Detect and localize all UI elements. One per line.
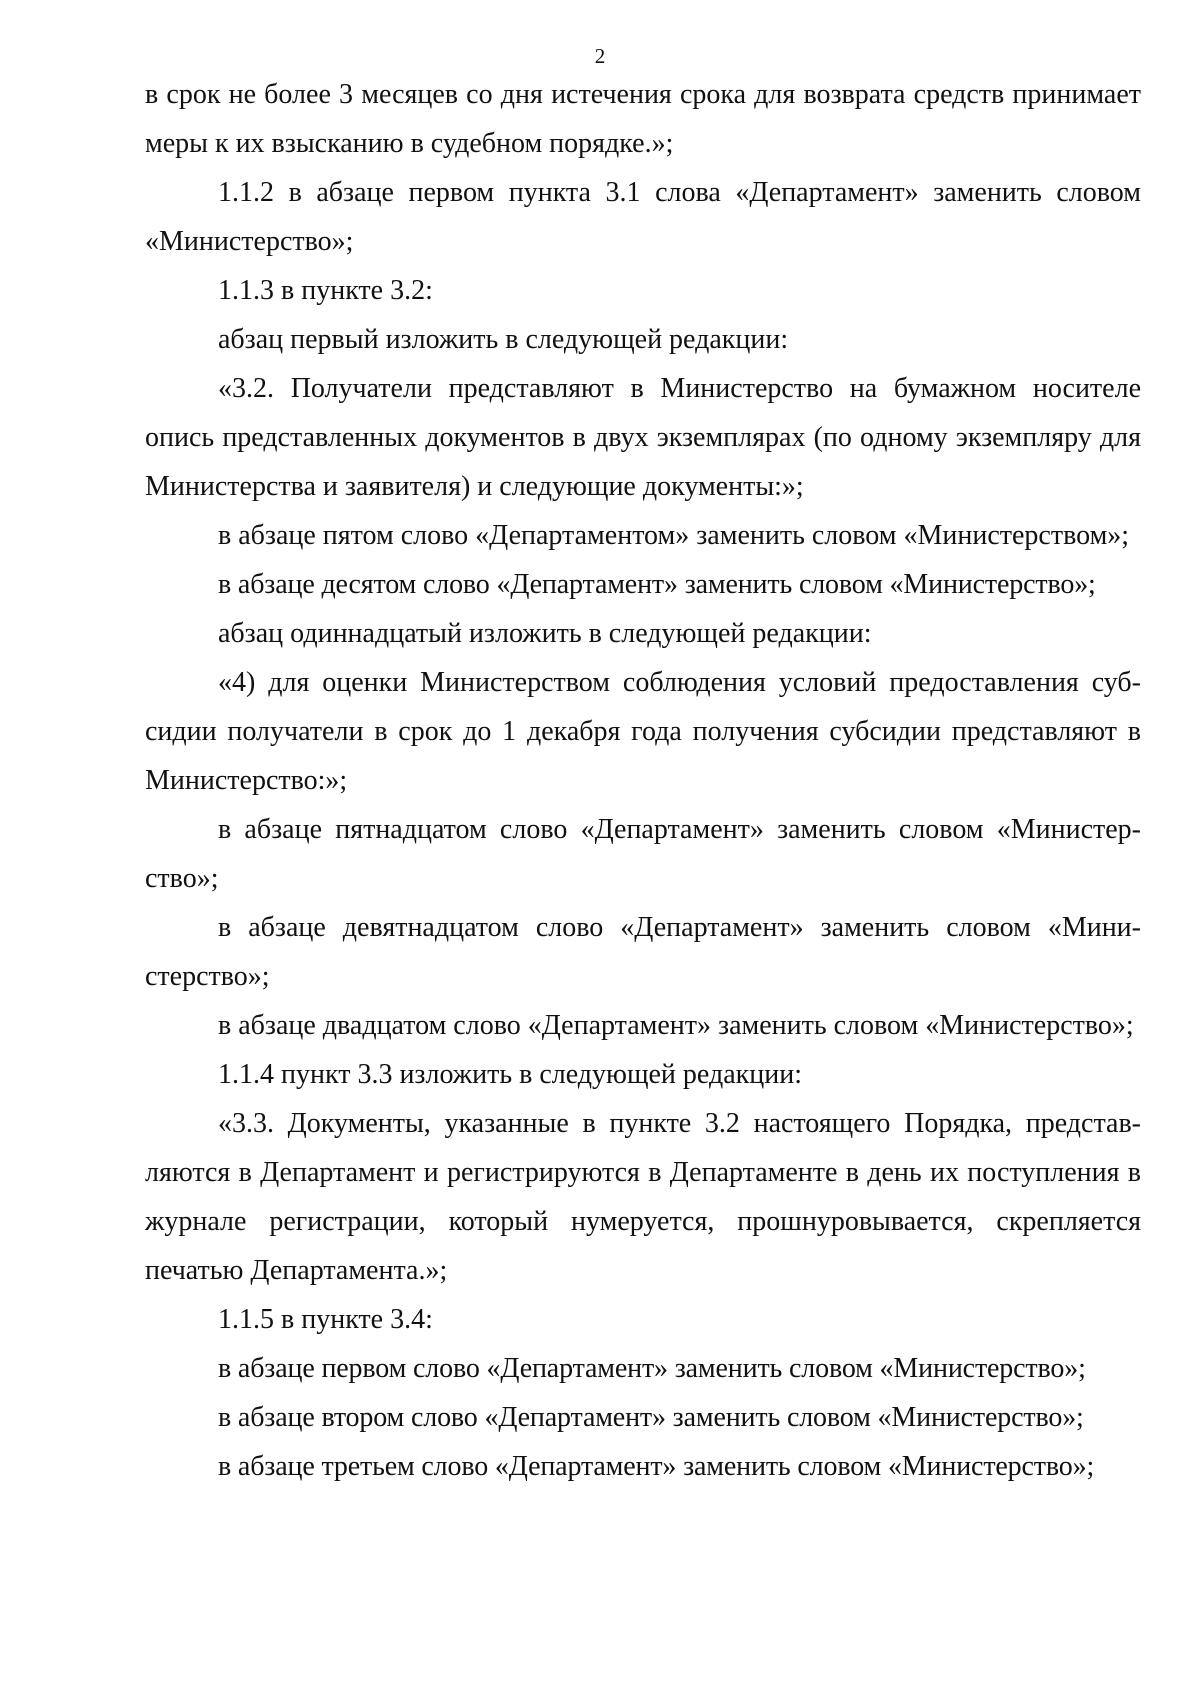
paragraph-nineteenth: в абзаце девятнадцатом слово «Департамент» заменить словом «Министерство»; <box>145 912 1141 992</box>
page-number: 2 <box>594 44 606 68</box>
paragraph-twentieth: в абзаце двадцатом слово «Департамент» заменить словом «Министерство»; <box>218 1010 1134 1041</box>
paragraph-1-1-3: 1.1.3 в пункте 3.2: <box>218 275 433 306</box>
paragraph-tenth: в абзаце десятом слово «Департамент» заменить словом «Министерство»; <box>218 569 1096 600</box>
document-body <box>145 70 1141 1491</box>
paragraph-1-1-2: 1.1.2 в абзаце первом пункта 3.1 слова «Департамент» заменить словом «Министерство»; <box>145 177 1141 257</box>
paragraph-1-1-5: 1.1.5 в пункте 3.4: <box>218 1304 433 1335</box>
paragraph-1-1-4: 1.1.4 пункт 3.3 изложить в следующей редакции: <box>218 1059 802 1090</box>
paragraph-fifteenth: в абзаце пятнадцатом слово «Департамент» заменить словом «Министерство»; <box>145 814 1141 894</box>
paragraph-first-replace: в абзаце первом слово «Департамент» заменить словом «Министерство»; <box>218 1353 1086 1384</box>
paragraph-fifth: в абзаце пятом слово «Департаментом» заменить словом «Министерством»; <box>218 520 1130 551</box>
paragraph-third-replace: в абзаце третьем слово «Департамент» заменить словом «Министерство»; <box>218 1451 1095 1482</box>
paragraph-second-replace: в абзаце втором слово «Департамент» заменить словом «Министерство»; <box>218 1402 1084 1433</box>
paragraph-3-3-quote: «3.3. Документы, указанные в пункте 3.2 настоящего Порядка, представляются в Департамент и регистрируются в Департаменте в день их поступления в журнале регистрации, который нумеруется, прошнуровывается, скрепляется печатью Департамента.»; <box>145 1108 1141 1286</box>
paragraph-eleventh-edit: абзац одиннадцатый изложить в следующей редакции: <box>218 618 872 649</box>
paragraph-4-quote: «4) для оценки Министерством соблюдения условий предоставления субсидии получатели в срок до 1 декабря года получения субсидии представляют в Министерство:»; <box>145 667 1141 796</box>
paragraph-3-2-quote: «3.2. Получатели представляют в Министерство на бумажном носителе опись представленных документов в двух экземплярах (по одному экземпляру для Министерства и заявителя) и следующие документы:»; <box>145 373 1141 502</box>
paragraph-first-para-edit: абзац первый изложить в следующей редакции: <box>218 324 789 355</box>
paragraph-continuation: в срок не более 3 месяцев со дня истечения срока для возврата средств принимает меры к их взысканию в судебном порядке.»; <box>145 79 1141 159</box>
